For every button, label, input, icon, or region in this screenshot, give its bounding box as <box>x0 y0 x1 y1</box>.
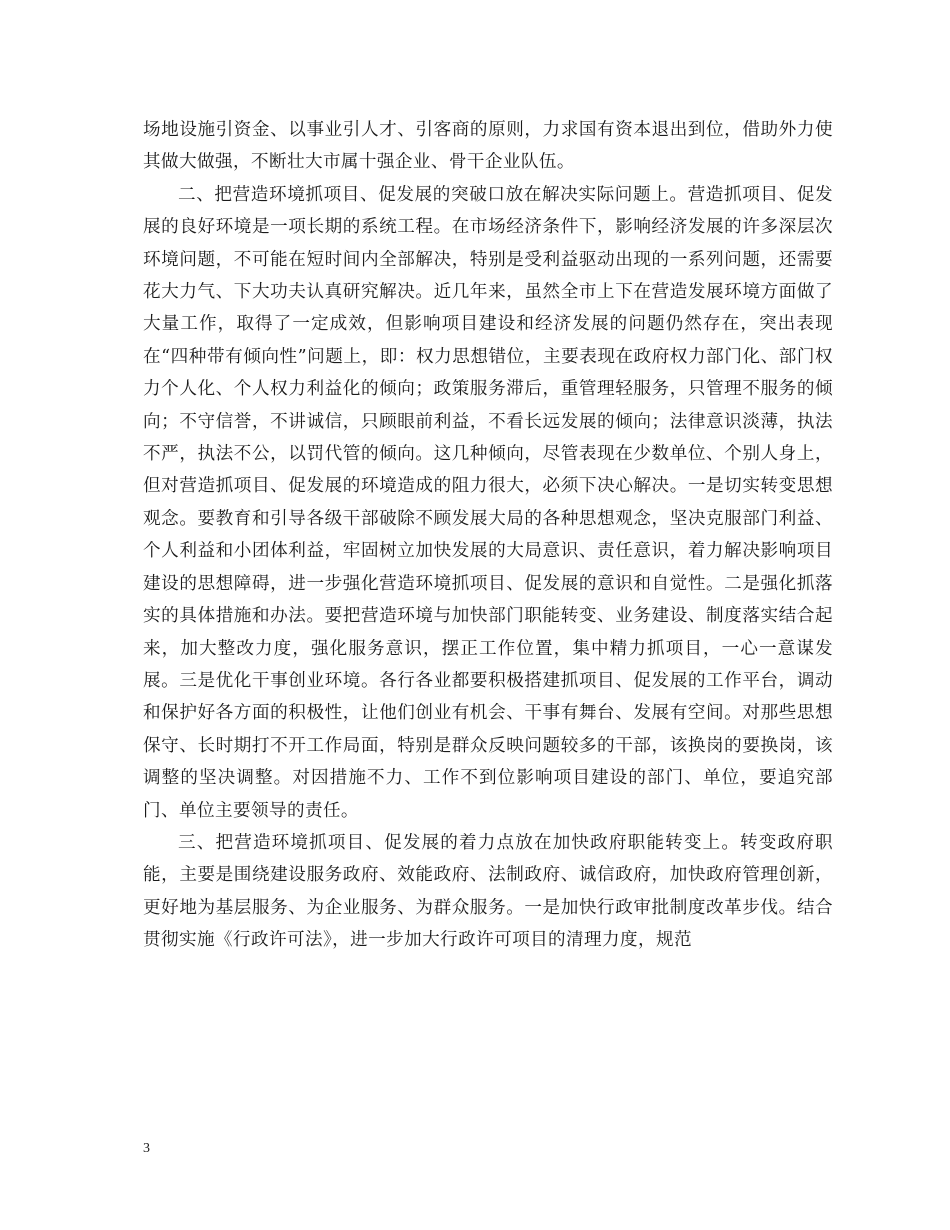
paragraph-section-two: 二、把营造环境抓项目、促发展的突破口放在解决实际问题上。营造抓项目、促发展的良好环境是一项长期的系统工程。在市场经济条件下，影响经济发展的许多深层次环境问题，不可能在短时间内全部解决，特别是受利益驱动出现的一系列问题，还需要花大力气、下大功夫认真研究解决。近几年来，虽然全市上下在营造发展环境方面做了大量工作，取得了一定成效，但影响项目建设和经济发展的问题仍然存在，突出表现在“四种带有倾向性”问题上，即：权力思想错位，主要表现在政府权力部门化、部门权力个人化、个人权力利益化的倾向；政策服务滞后，重管理轻服务，只管理不服务的倾向；不守信誉，不讲诚信，只顾眼前利益，不看长远发展的倾向；法律意识淡薄，执法不严，执法不公，以罚代管的倾向。这几种倾向，尽管表现在少数单位、个别人身上，但对营造抓项目、促发展的环境造成的阻力很大，必须下决心解决。一是切实转变思想观念。要教育和引导各级干部破除不顾发展大局的各种思想观念，坚决克服部门利益、个人利益和小团体利益，牢固树立加快发展的大局意识、责任意识，着力解决影响项目建设的思想障碍，进一步强化营造环境抓项目、促发展的意识和自觉性。二是强化抓落实的具体措施和办法。要把营造环境与加快部门职能转变、业务建设、制度落实结合起来，加大整改力度，强化服务意识，摆正工作位置，集中精力抓项目，一心一意谋发展。三是优化干事创业环境。各行各业都要积极搭建抓项目、促发展的工作平台，调动和保护好各方面的积极性，让他们创业有机会、干事有舞台、发展有空间。对那些思想保守、长时期打不开工作局面，特别是群众反映问题较多的干部，该换岗的要换岗，该调整的坚决调整。对因措施不力、工作不到位影响项目建设的部门、单位，要追究部门、单位主要领导的责任。 <box>143 184 833 821</box>
paragraph-continuation: 场地设施引资金、以事业引人才、引客商的原则，力求国有资本退出到位，借助外力使其做大做强，不断壮大市属十强企业、骨干企业队伍。 <box>143 120 833 173</box>
paragraph-section-three: 三、把营造环境抓项目、促发展的着力点放在加快政府职能转变上。转变政府职能，主要是围绕建设服务政府、效能政府、法制政府、诚信政府，加快政府管理创新，更好地为基层服务、为企业服务、为群众服务。一是加快行政审批制度改革步伐。结合贯彻实施《行政许可法》，进一步加大行政许可项目的清理力度，规范 <box>143 832 833 951</box>
page-number: 3 <box>143 1141 150 1156</box>
document-body <box>143 114 833 957</box>
